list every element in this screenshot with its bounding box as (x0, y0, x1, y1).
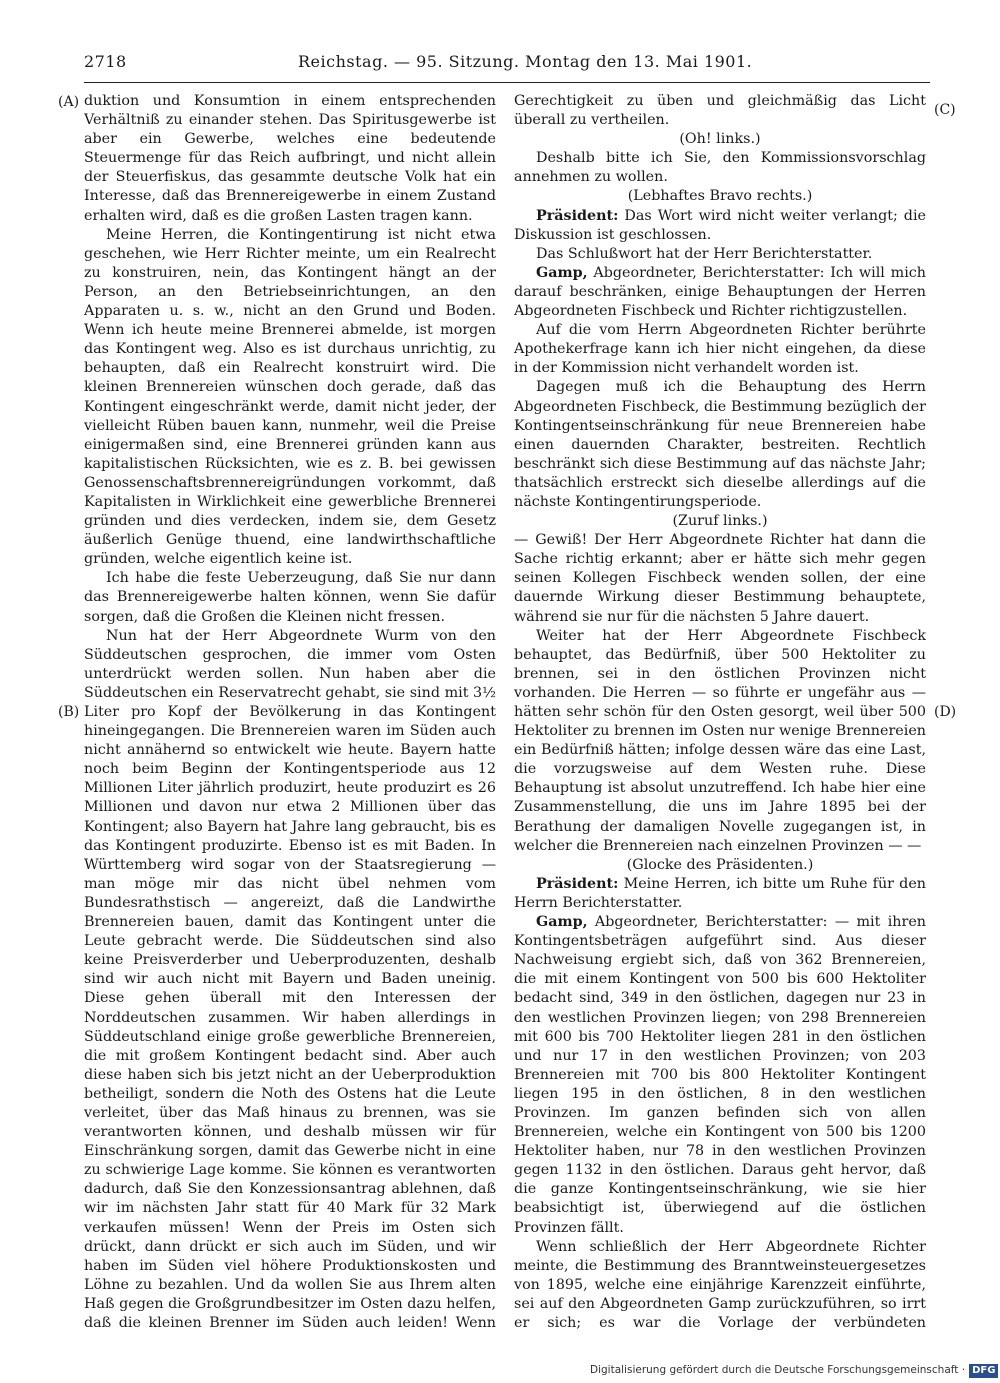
speech-text: Meine Herren, ich bitte um Ruhe für den Herrn Berichterstatter. (514, 875, 926, 911)
speaker-label: Gamp, (536, 914, 588, 931)
interjection: (Lebhaftes Bravo rechts.) (627, 188, 813, 205)
paragraph: Meine Herren, die Kontingentirung ist nicht etwa geschehen, wie Herr Richter meinte, um ein Realrecht zu konstruiren, nein, das Kontingent hängt an der Person, an den Betriebseinrichtungen, an den Apparaten u. s. w., nicht an den Grund und Boden. Wenn ich heute meine Brennerei abmelde, ist morgen das Kontingent weg. Also es ist durchaus unrichtig, zu behaupten, daß ein Realrecht konstruirt wird. Die kleinen Brennereien wünschen doch gerade, daß das Kontingent eingeschränkt werde, damit nicht jeder, der vielleicht Rüben bauen kann, nunmehr, weil die Preise einigermaßen sind, eine Brennerei gründen kann aus kapitalistischen Rücksichten, wie es z. B. bei gewissen Genossenschaftsbrennereigründungen vorkommt, daß Kapitalisten in Wirklichkeit eine gewerbliche Brennerei gründen und dies verdecken, indem sie, dem Gesetz äußerlich Genüge thuend, eine landwirthschaftliche gründen, welche eigentlich keine ist. (84, 226, 496, 568)
speaker-paragraph (514, 875, 926, 913)
paragraph: Wenn schließlich der Herr Abgeordnete Richter meinte, die Bestimmung des Branntweinsteuergesetzes von 1895, welche eine einjährige Karenzzeit einführte, sei auf den Abgeordneten Gamp zurückzuführen, so irrt er sich; es war die Vorlage der verbündeten (514, 1238, 926, 1331)
paragraph: Ich habe die feste Ueberzeugung, daß Sie nur dann das Brennereigewerbe halten können, wenn Sie dafür sorgen, daß die Großen die Kleinen nicht fressen. (84, 570, 496, 625)
speaker-paragraph (514, 264, 926, 321)
paragraph: duktion und Konsumtion in einem entsprechenden Verhältniß zu einander stehen. Das Spiritusgewerbe ist aber ein Gewerbe, welches eine bedeutende Steuermenge für das Reich aufbringt, und nicht allein der Steuerfiskus, das gesammte deutsche Volk hat ein Interesse, daß das Brennereigewerbe in einem Zustand erhalten wird, daß es die großen Lasten tragen kann. (84, 93, 496, 224)
dfg-logo: DFG (969, 1364, 998, 1378)
page-number: 2718 (84, 52, 127, 71)
interjection: (Glocke des Präsidenten.) (626, 856, 814, 873)
paragraph: Gerechtigkeit zu üben und gleichmäßig das Licht überall zu vertheilen. (514, 93, 926, 129)
speaker-label: Präsident: (536, 875, 619, 892)
paragraph: Deshalb bitte ich Sie, den Kommissionsvorschlag annehmen zu wollen. (514, 150, 926, 186)
paragraph: Nun hat der Herr Abgeordnete Wurm von den Süddeutschen gesprochen, die immer vom Osten unterdrückt werden sollen. Nun haben aber die Süddeutschen ein Reservatrecht gehabt, sie sind mit 3½ Liter pro Kopf der Bevölkerung in das Kontingent hineingegangen. Die Brennereien waren im Süden auch nicht annähernd so entwickelt wie heute. Bayern hatte noch beim Beginn der Kontingentsperiode aus 12 Millionen Liter jährlich produzirt, heute produzirt es 26 Millionen und davon nur etwa 2 Millionen über das Kontingent; also Bayern hat Jahre lang gebraucht, bis es das Kontingent produzirte. Ebenso ist es mit Baden. In Württemberg wird sogar von der Staatsregierung — man möge mir das nicht übel nehmen vom Bundesrathstisch — angereizt, daß die Landwirthe Brennereien bauen, damit das Kontingent unter die Leute gebracht werde. Die Süddeutschen sind also keine Preisverderber und Ueberproduzenten, deshalb sind wir auch nicht mit Bayern und Baden uneinig. Diese gehen überall mit den Interessen der Norddeutschen zusammen. Wir haben allerdings in Süddeutschland einige große gewerbliche Brennereien, die mit großem Kontingent bedacht sind. Aber auch diese haben sich bis jetzt nicht an der Ueberproduktion betheiligt, sondern die Noth des Ostens hat die Leute verleitet, über das Maß hinaus zu brennen, was sie verantworten können, und deshalb müssen wir für Einschränkung sorgen, damit das Gewerbe nicht in eine zu schwierige Lage komme. Sie können es verantworten dadurch, daß Sie den Konzessionsantrag ablehnen, daß wir im nächsten Jahr statt für 40 Mark für 32 Mark verkaufen müssen! Wenn der Preis im Osten sich drückt, dann drückt er sich auch im Süden, und wir haben im Süden viel höhere Produktionskosten und Löhne zu bezahlen. Und da wollen Sie aus Ihrem alten Haß gegen die Großgrundbesitzer im Osten dazu helfen, daß die kleinen Brenner im Süden auch leiden! Wenn (84, 627, 496, 1331)
interjection: (Zuruf links.) (672, 513, 768, 530)
speech-text: Abgeordneter, Berichterstatter: — mit ihren Kontingentsbeträgen aufgeführt sind. Aus dieser Nachweisung ergiebt sich, daß von 362 Brennereien, die mit einem Kontingent von 500 bis 600 Hektoliter bedacht sind, 349 in den östlichen, dagegen nur 23 in den westlichen Provinzen liegen; von 298 Brennereien mit 600 bis 700 Hektoliter liegen 281 in den östlichen und nur 17 in den westlichen Provinzen; von 203 Brennereien mit 700 bis 800 Hektoliter Kontingent liegen 195 in den östlichen, 8 in den westlichen Provinzen. Im ganzen befinden sich von allen Brennereien, welche ein Kontingent von 500 bis 1200 Hektoliter haben, nur 78 in den westlichen Provinzen gegen 1132 in den östlichen. Daraus geht hervor, daß die ganze Kontingentseinschränkung, wie sie hier beabsichtigt ist, überwiegend auf die östlichen Provinzen fällt. (514, 914, 926, 1236)
digitization-footer (590, 1364, 996, 1380)
speaker-label: Präsident: (536, 207, 619, 224)
speech-text: Das Wort wird nicht weiter verlangt; die Diskussion ist geschlossen. (514, 207, 926, 243)
margin-marker-b: (B) (58, 704, 80, 720)
margin-marker-a: (A) (58, 94, 80, 110)
paragraph: Auf die vom Herrn Abgeordneten Richter berührte Apothekerfrage kann ich hier nicht eingehen, da diese in der Kommission nicht verhandelt worden ist. (514, 322, 926, 377)
header-rule (84, 82, 930, 83)
margin-marker-c: (C) (934, 102, 956, 118)
paragraph: — Gewiß! Der Herr Abgeordnete Richter hat dann die Sache richtig erkannt; aber er hätte sich mehr gegen seinen Kollegen Fischbeck wenden sollen, der eine dauernde Wirkung dieser Bestimmung behauptete, während sie nur für die nächsten 5 Jahre dauert. (514, 532, 926, 625)
margin-marker-d: (D) (934, 704, 957, 720)
paragraph: Weiter hat der Herr Abgeordnete Fischbeck behauptet, das Bedürfniß, über 500 Hektoliter zu brennen, sei in den östlichen Provinzen nicht vorhanden. Die Herren — so führte er ungefähr aus — hätten sehr schön für den Osten gesorgt, weil über 500 Hektoliter zu brennen im Osten nur wenige Brennereien ein Bedürfniß hätten; infolge dessen wäre das eine Last, die vorzugsweise auf dem Westen ruhe. Diese Behauptung ist absolut unzutreffend. Ich habe hier eine Zusammenstellung, die uns im Jahre 1895 bei der Berathung der damaligen Novelle zugegangen ist, in welcher die Brennereien nach einzelnen Provinzen — — (514, 627, 926, 854)
speech-text: Abgeordneter, Berichterstatter: Ich will mich darauf beschränken, einige Behauptungen der Herren Abgeordneten Fischbeck und Richter richtigzustellen. (514, 264, 926, 320)
running-title: Reichstag. — 95. Sitzung. Montag den 13. Mai 1901. (298, 52, 753, 71)
speaker-paragraph (514, 207, 926, 245)
page-header (84, 52, 930, 82)
right-column (514, 92, 926, 1332)
paragraph: Dagegen muß ich die Behauptung des Herrn Abgeordneten Fischbeck, die Bestimmung bezüglich der Kontingentseinschränkung für neue Brennereien habe einen dauernden Charakter, bestreiten. Rechtlich beschränkt sich diese Bestimmung auf das nächste Jahr; thatsächlich erstreckt sich dieselbe allerdings auf die nächste Kontingentirungsperiode. (514, 379, 926, 510)
left-column (84, 92, 496, 1332)
footer-text: Digitalisierung gefördert durch die Deutsche Forschungsgemeinschaft · (590, 1364, 966, 1376)
speaker-label: Gamp, (536, 264, 588, 281)
paragraph: Das Schlußwort hat der Herr Berichterstatter. (536, 245, 873, 262)
interjection: (Oh! links.) (679, 131, 761, 148)
speaker-paragraph (514, 913, 926, 1238)
